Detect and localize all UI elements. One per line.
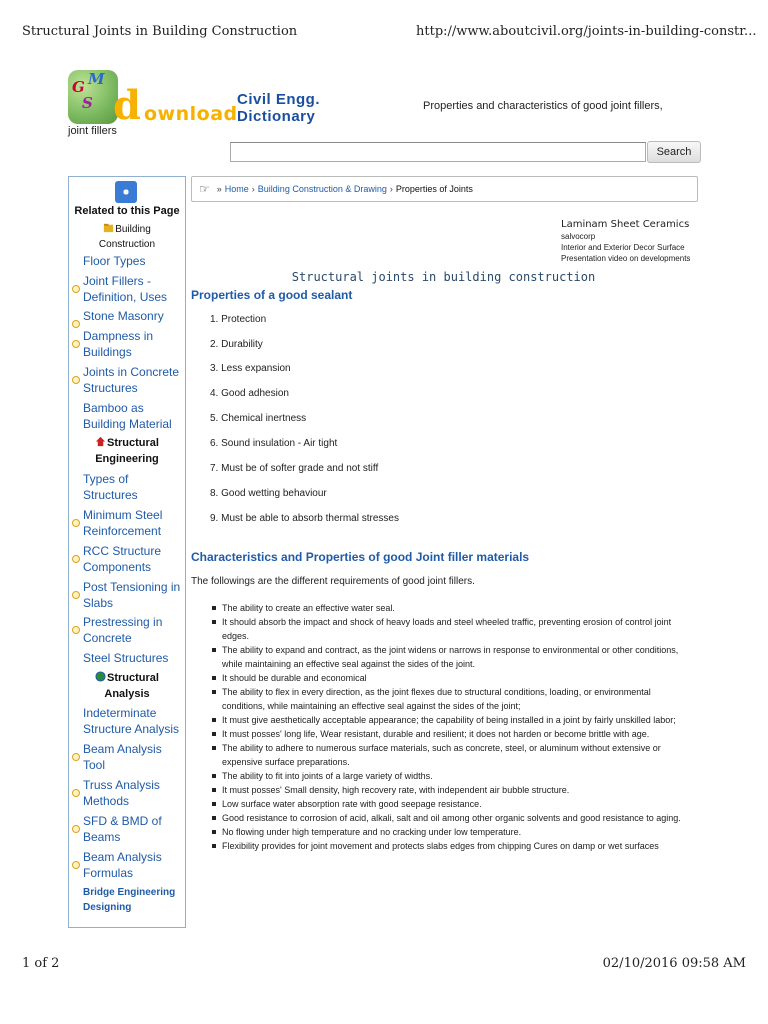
bullet-icon xyxy=(72,555,80,563)
breadcrumb-home[interactable]: Home xyxy=(224,184,249,194)
bullet-icon xyxy=(72,861,80,869)
sidebar-link[interactable]: Truss Analysis Methods xyxy=(83,778,160,808)
sidebar-link[interactable]: Joint Fillers - Definition, Uses xyxy=(83,274,168,304)
sealant-item: 3. Less expansion xyxy=(210,363,291,374)
house-icon xyxy=(95,436,106,447)
sidebar-link[interactable]: Minimum Steel Reinforcement xyxy=(83,508,163,538)
breadcrumb-prefix: » xyxy=(216,184,222,194)
sidebar-link[interactable]: SFD & BMD of Beams xyxy=(83,814,162,844)
breadcrumb-separator: › xyxy=(251,184,255,194)
list-item: The ability to fit into joints of a large variety of widths. xyxy=(212,769,692,783)
bullet-icon xyxy=(72,591,80,599)
list-item: Flexibility provides for joint movement and protects slabs edges from chipping Cures on damp or wet surfaces xyxy=(212,839,692,853)
breadcrumb-section[interactable]: Building Construction & Drawing xyxy=(257,184,387,194)
search-input[interactable] xyxy=(230,142,646,162)
bullet-icon xyxy=(72,376,80,384)
sidebar-head-label: Building Construction xyxy=(98,224,156,250)
filler-requirements-list xyxy=(212,601,692,853)
list-item: No flowing under high temperature and no cracking under low temperature. xyxy=(212,825,692,839)
list-item: It must posses' long life, Wear resistant, durable and resilient; it does not harden or become brittle with age. xyxy=(212,727,692,741)
sealant-item: 8. Good wetting behaviour xyxy=(210,488,327,499)
logo-civil-dictionary[interactable] xyxy=(237,91,320,125)
breadcrumb xyxy=(191,176,698,202)
sealant-item: 5. Chemical inertness xyxy=(210,413,307,424)
print-footer-page: 1 of 2 xyxy=(22,956,60,971)
bullet-icon xyxy=(72,340,80,348)
sidebar-link[interactable]: RCC Structure Components xyxy=(83,544,162,574)
filler-heading: Characteristics and Properties of good Joint filler materials xyxy=(191,550,530,564)
search-button[interactable]: Search xyxy=(647,141,701,163)
logo-download-word: ownload xyxy=(144,103,238,125)
logo-civil-line2: Dictionary xyxy=(237,108,316,125)
sidebar-link[interactable]: Floor Types xyxy=(83,254,146,268)
sidebar-link[interactable]: Beam Analysis Formulas xyxy=(83,850,162,880)
list-item: It must posses' Small density, high recovery rate, with independent air bubble structure. xyxy=(212,783,692,797)
sidebar-head-structural-analysis[interactable] xyxy=(79,670,175,702)
logo-civil-line1: Civil Engg. xyxy=(237,91,321,108)
sidebar-link[interactable]: Post Tensioning in Slabs xyxy=(83,580,181,610)
filler-intro: The followings are the different requirements of good joint fillers. xyxy=(191,576,475,587)
sidebar-link[interactable]: Beam Analysis Tool xyxy=(83,742,162,772)
ad-brand[interactable]: salvocorp xyxy=(561,232,596,241)
sidebar-head-label: Structural Engineering xyxy=(95,437,159,465)
sidebar-head-label: Structural Analysis xyxy=(104,672,159,700)
list-item: Low surface water absorption rate with good seepage resistance. xyxy=(212,797,692,811)
pointing-hand-icon: ☞ xyxy=(199,182,210,196)
print-footer-datetime: 02/10/2016 09:58 AM xyxy=(602,956,746,971)
bullet-icon xyxy=(72,320,80,328)
bullet-icon xyxy=(72,626,80,634)
list-item: It should absorb the impact and shock of heavy loads and steel wheeled traffic, preventing erosion of control joint edges. xyxy=(212,615,692,643)
list-item: It should be durable and economical xyxy=(212,671,692,685)
ad-line-2: Presentation video on developments xyxy=(561,254,691,263)
sealant-item: 1. Protection xyxy=(210,314,267,325)
sealant-item: 7. Must be of softer grade and not stiff xyxy=(210,463,379,474)
sidebar-link[interactable]: Types of Structures xyxy=(83,472,138,502)
sidebar-link[interactable]: Steel Structures xyxy=(83,651,169,665)
list-item: The ability to create an effective water seal. xyxy=(212,601,692,615)
sidebar-head-structural-engineering[interactable] xyxy=(79,435,175,467)
sidebar-link[interactable]: Stone Masonry xyxy=(83,309,164,323)
logo-letter-m: M xyxy=(88,70,105,88)
sidebar-head-building-construction[interactable] xyxy=(79,222,175,252)
sidebar-link[interactable]: Bamboo as Building Material xyxy=(83,401,172,431)
breadcrumb-separator: › xyxy=(389,184,393,194)
header-description-cont: joint fillers xyxy=(68,125,117,137)
header-description: Properties and characteristics of good joint fillers, xyxy=(423,100,663,112)
list-item: The ability to flex in every direction, as the joint flexes due to structural conditions, loading, or environmental conditions, while maintaining an effective seal against the sides of the joint; xyxy=(212,685,692,713)
sealant-heading: Properties of a good sealant xyxy=(191,288,353,302)
list-item: The ability to expand and contract, as the joint widens or narrows in response to environmental or other conditions, while maintaining an effective seal against the sides of the joint. xyxy=(212,643,692,671)
sidebar xyxy=(68,176,186,928)
ad-title[interactable]: Laminam Sheet Ceramics xyxy=(561,219,690,230)
sitemap-icon xyxy=(115,181,137,203)
ad-line-1: Interior and Exterior Decor Surface xyxy=(561,243,685,252)
logo-letter-g: G xyxy=(72,78,85,96)
bullet-icon xyxy=(72,753,80,761)
sealant-item: 6. Sound insulation - Air tight xyxy=(210,438,338,449)
sealant-item: 9. Must be able to absorb thermal stresses xyxy=(210,513,399,524)
bullet-icon xyxy=(72,285,80,293)
folder-icon xyxy=(103,222,114,233)
sidebar-link[interactable]: Indeterminate Structure Analysis xyxy=(83,706,180,736)
list-item: Good resistance to corrosion of acid, alkali, salt and oil among other organic solvents and good resistance to aging. xyxy=(212,811,692,825)
print-header-url: http://www.aboutcivil.org/joints-in-building-constr... xyxy=(416,24,757,39)
logo-letter-s: S xyxy=(82,94,93,112)
globe-icon xyxy=(95,671,106,682)
breadcrumb-current: Properties of Joints xyxy=(395,184,473,194)
print-header-title: Structural Joints in Building Construction xyxy=(22,24,298,39)
bullet-icon xyxy=(72,519,80,527)
logo-big-d: d xyxy=(113,82,141,129)
bullet-icon xyxy=(72,825,80,833)
sealant-item: 4. Good adhesion xyxy=(210,388,289,399)
sidebar-link[interactable]: Bridge Engineering Designing xyxy=(83,887,176,913)
list-item: The ability to adhere to numerous surface materials, such as concrete, steel, or aluminum without extensive or expensive surface preparations. xyxy=(212,741,692,769)
bullet-icon xyxy=(72,789,80,797)
page-title: Structural joints in building construction xyxy=(291,270,596,284)
sidebar-link[interactable]: Joints in Concrete Structures xyxy=(83,365,180,395)
sidebar-link[interactable]: Prestressing in Concrete xyxy=(83,615,163,645)
sidebar-link[interactable]: Dampness in Buildings xyxy=(83,329,154,359)
list-item: It must give aesthetically acceptable appearance; the capability of being installed in a joint by fairly unskilled labor; xyxy=(212,713,692,727)
sealant-item: 2. Durability xyxy=(210,339,263,350)
gms-logo[interactable] xyxy=(68,70,118,124)
sidebar-related-title: Related to this Page xyxy=(74,205,180,217)
